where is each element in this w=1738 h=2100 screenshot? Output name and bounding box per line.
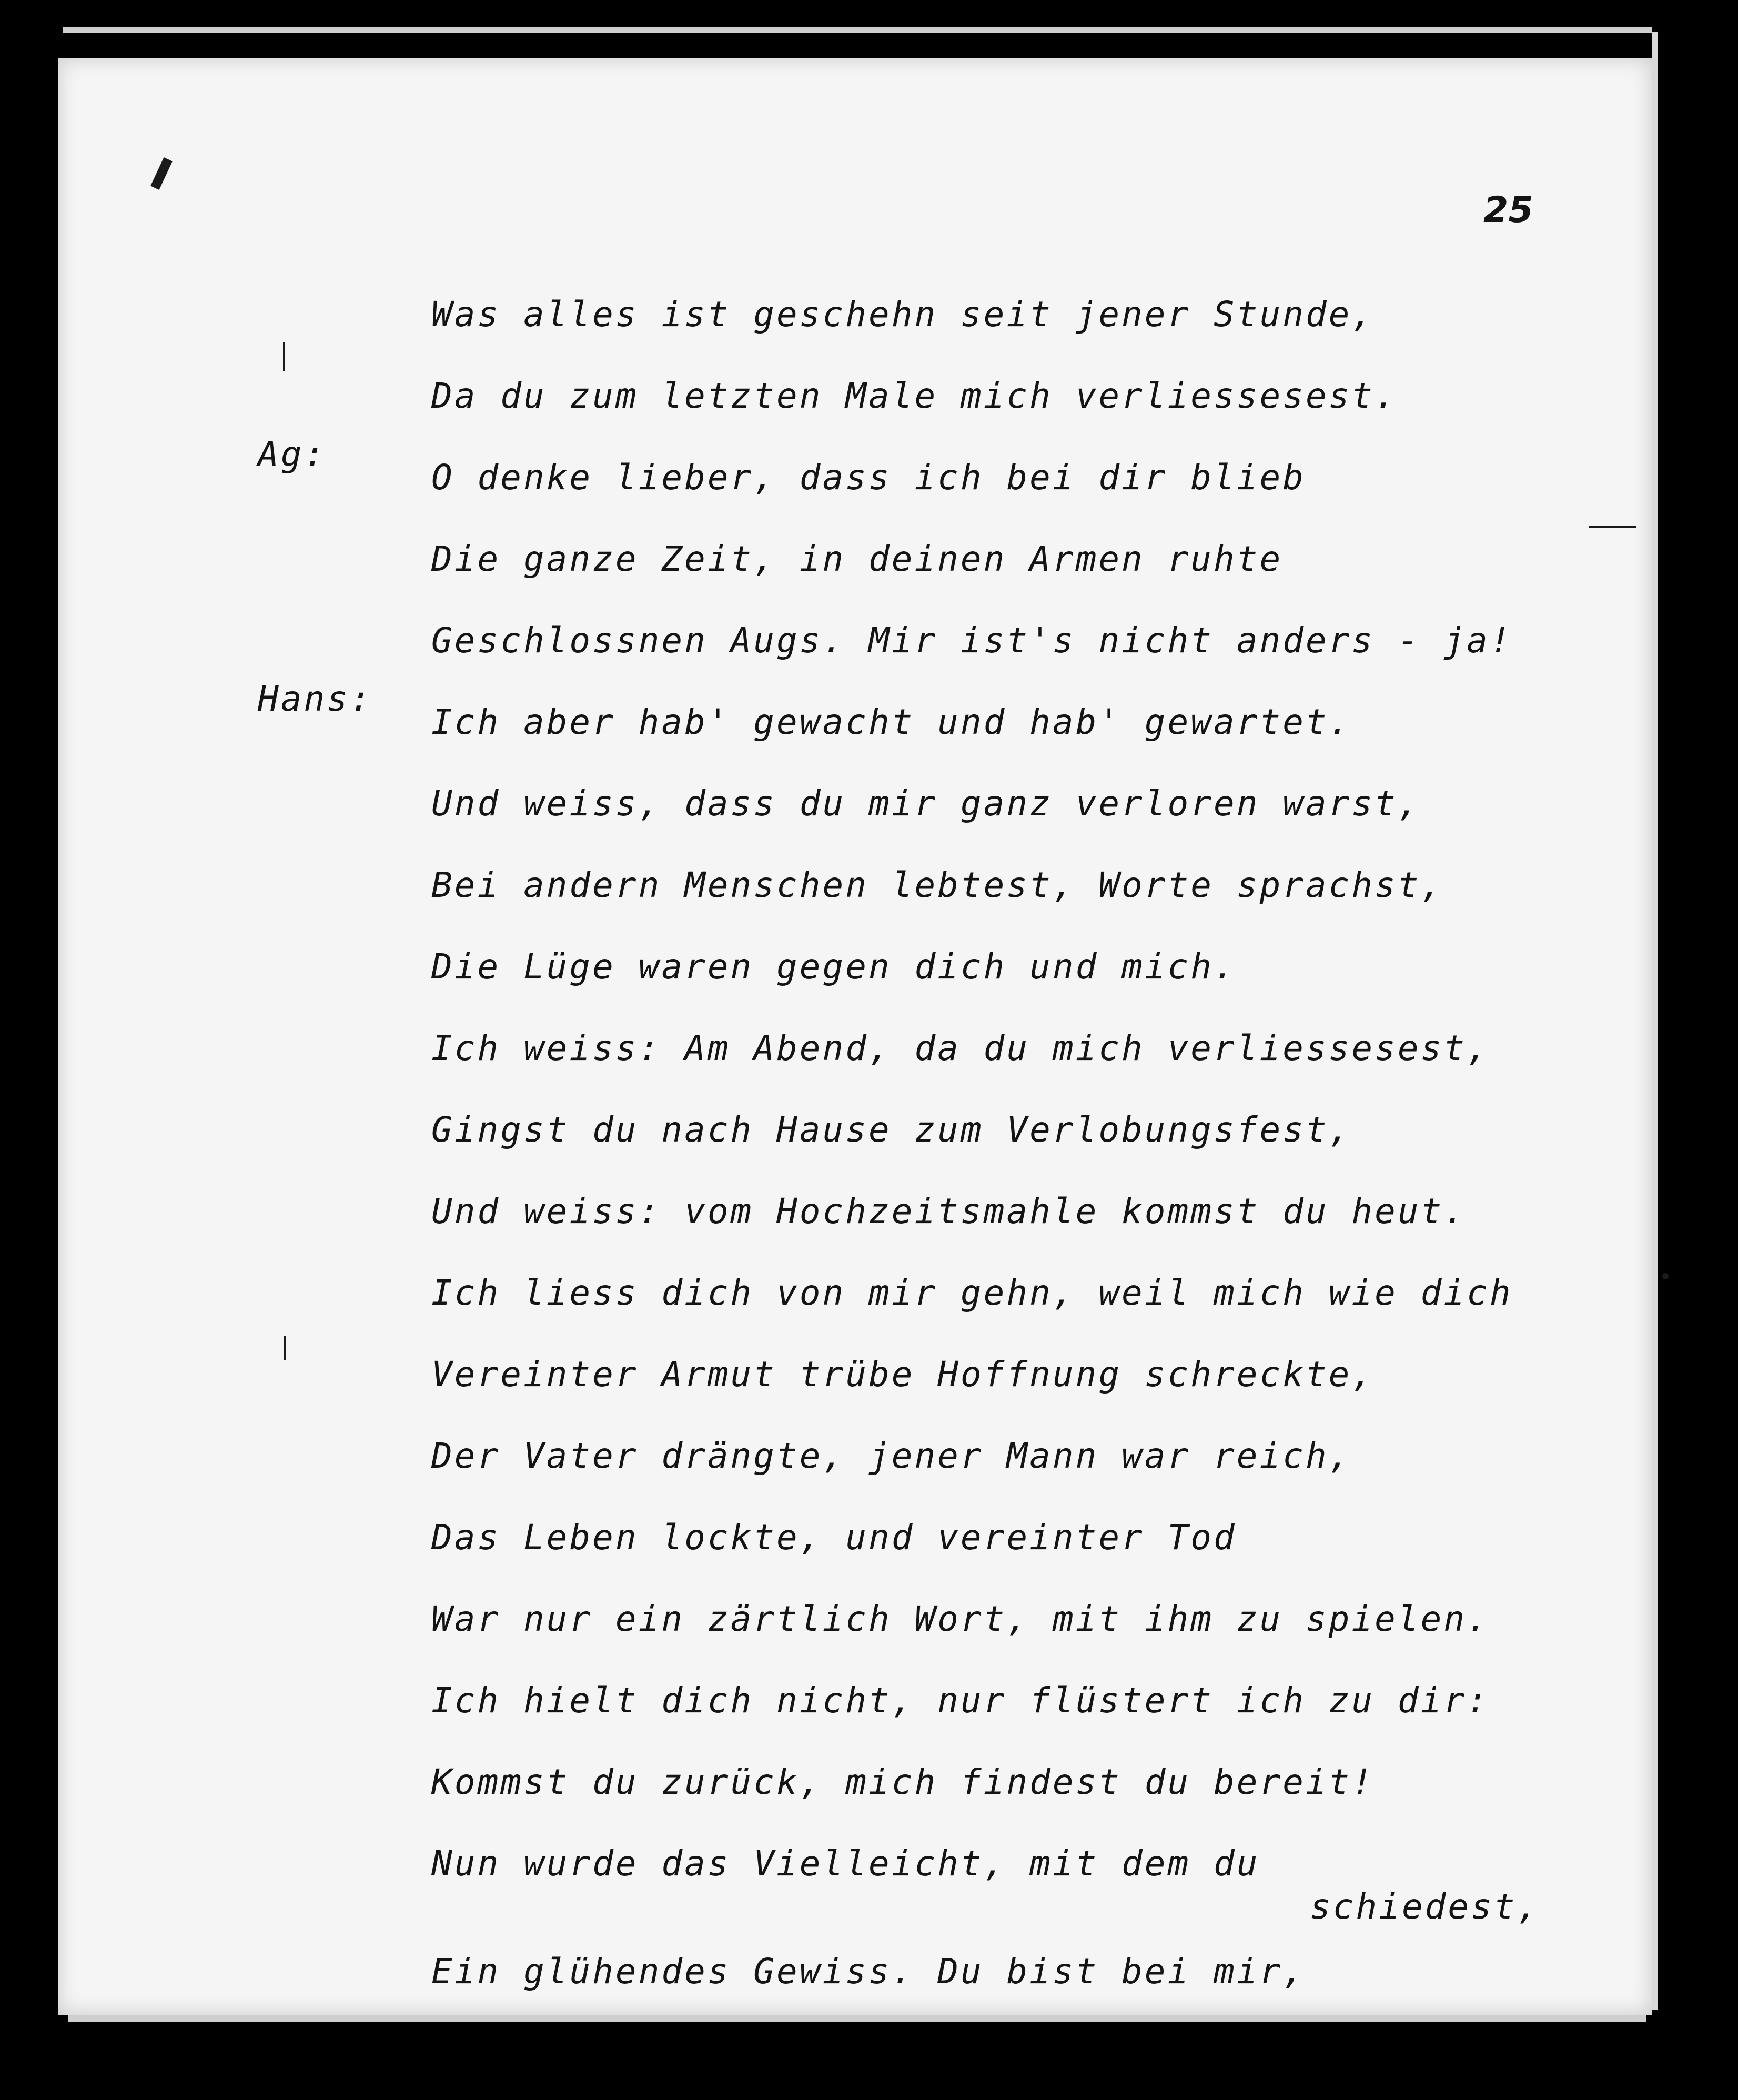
verse-line: Kommst du zurück, mich findest du bereit!	[431, 1762, 1375, 1802]
margin-mark	[284, 1336, 286, 1360]
margin-mark	[283, 342, 285, 371]
verse-line-continuation: schiedest,	[1310, 1886, 1540, 1927]
speaker-hans: Hans:	[258, 679, 373, 719]
paper-edge-bottom	[68, 2015, 1646, 2022]
speaker-ag: Ag:	[258, 434, 327, 474]
page-number: 25	[1483, 189, 1533, 231]
verse-line: Was alles ist geschehn seit jener Stunde,	[431, 294, 1375, 335]
verse-line: Nun wurde das Vielleicht, mit dem du	[431, 1843, 1260, 1884]
paper-edge-top	[63, 27, 1652, 33]
verse-block	[431, 274, 1641, 2012]
verse-line: Das Leben lockte, und vereinter Tod	[431, 1517, 1237, 1558]
verse-line: Ich aber hab' gewacht und hab' gewartet.	[431, 702, 1352, 742]
verse-line: Die ganze Zeit, in deinen Armen ruhte	[431, 539, 1283, 579]
verse-line: Ich hielt dich nicht, nur flüstert ich zu dir:	[431, 1680, 1490, 1721]
paper-edge-right	[1652, 32, 1658, 2010]
verse-line: Die Lüge waren gegen dich und mich.	[431, 946, 1237, 987]
verse-line: War nur ein zärtlich Wort, mit ihm zu spielen.	[431, 1599, 1490, 1639]
verse-line: Ich weiss: Am Abend, da du mich verliessesest,	[431, 1028, 1490, 1068]
verse-line: Bei andern Menschen lebtest, Worte sprachst,	[431, 865, 1444, 905]
verse-line: Vereinter Armut trübe Hoffnung schreckte,	[431, 1354, 1375, 1395]
verse-line: Ein glühendes Gewiss. Du bist bei mir,	[431, 1951, 1306, 1992]
verse-line: Da du zum letzten Male mich verliessesest.	[431, 376, 1398, 416]
verse-line: Ich liess dich von mir gehn, weil mich wie dich	[431, 1273, 1513, 1313]
margin-dot	[1662, 1273, 1669, 1279]
verse-line: Der Vater drängte, jener Mann war reich,	[431, 1436, 1352, 1476]
verse-line: Gingst du nach Hause zum Verlobungsfest,	[431, 1109, 1352, 1150]
verse-line: O denke lieber, dass ich bei dir blieb	[431, 457, 1306, 498]
verse-line: Geschlossnen Augs. Mir ist's nicht anders - ja!	[431, 620, 1513, 661]
verse-line: Und weiss, dass du mir ganz verloren warst,	[431, 783, 1421, 824]
verse-line: Und weiss: vom Hochzeitsmahle kommst du heut.	[431, 1191, 1467, 1231]
